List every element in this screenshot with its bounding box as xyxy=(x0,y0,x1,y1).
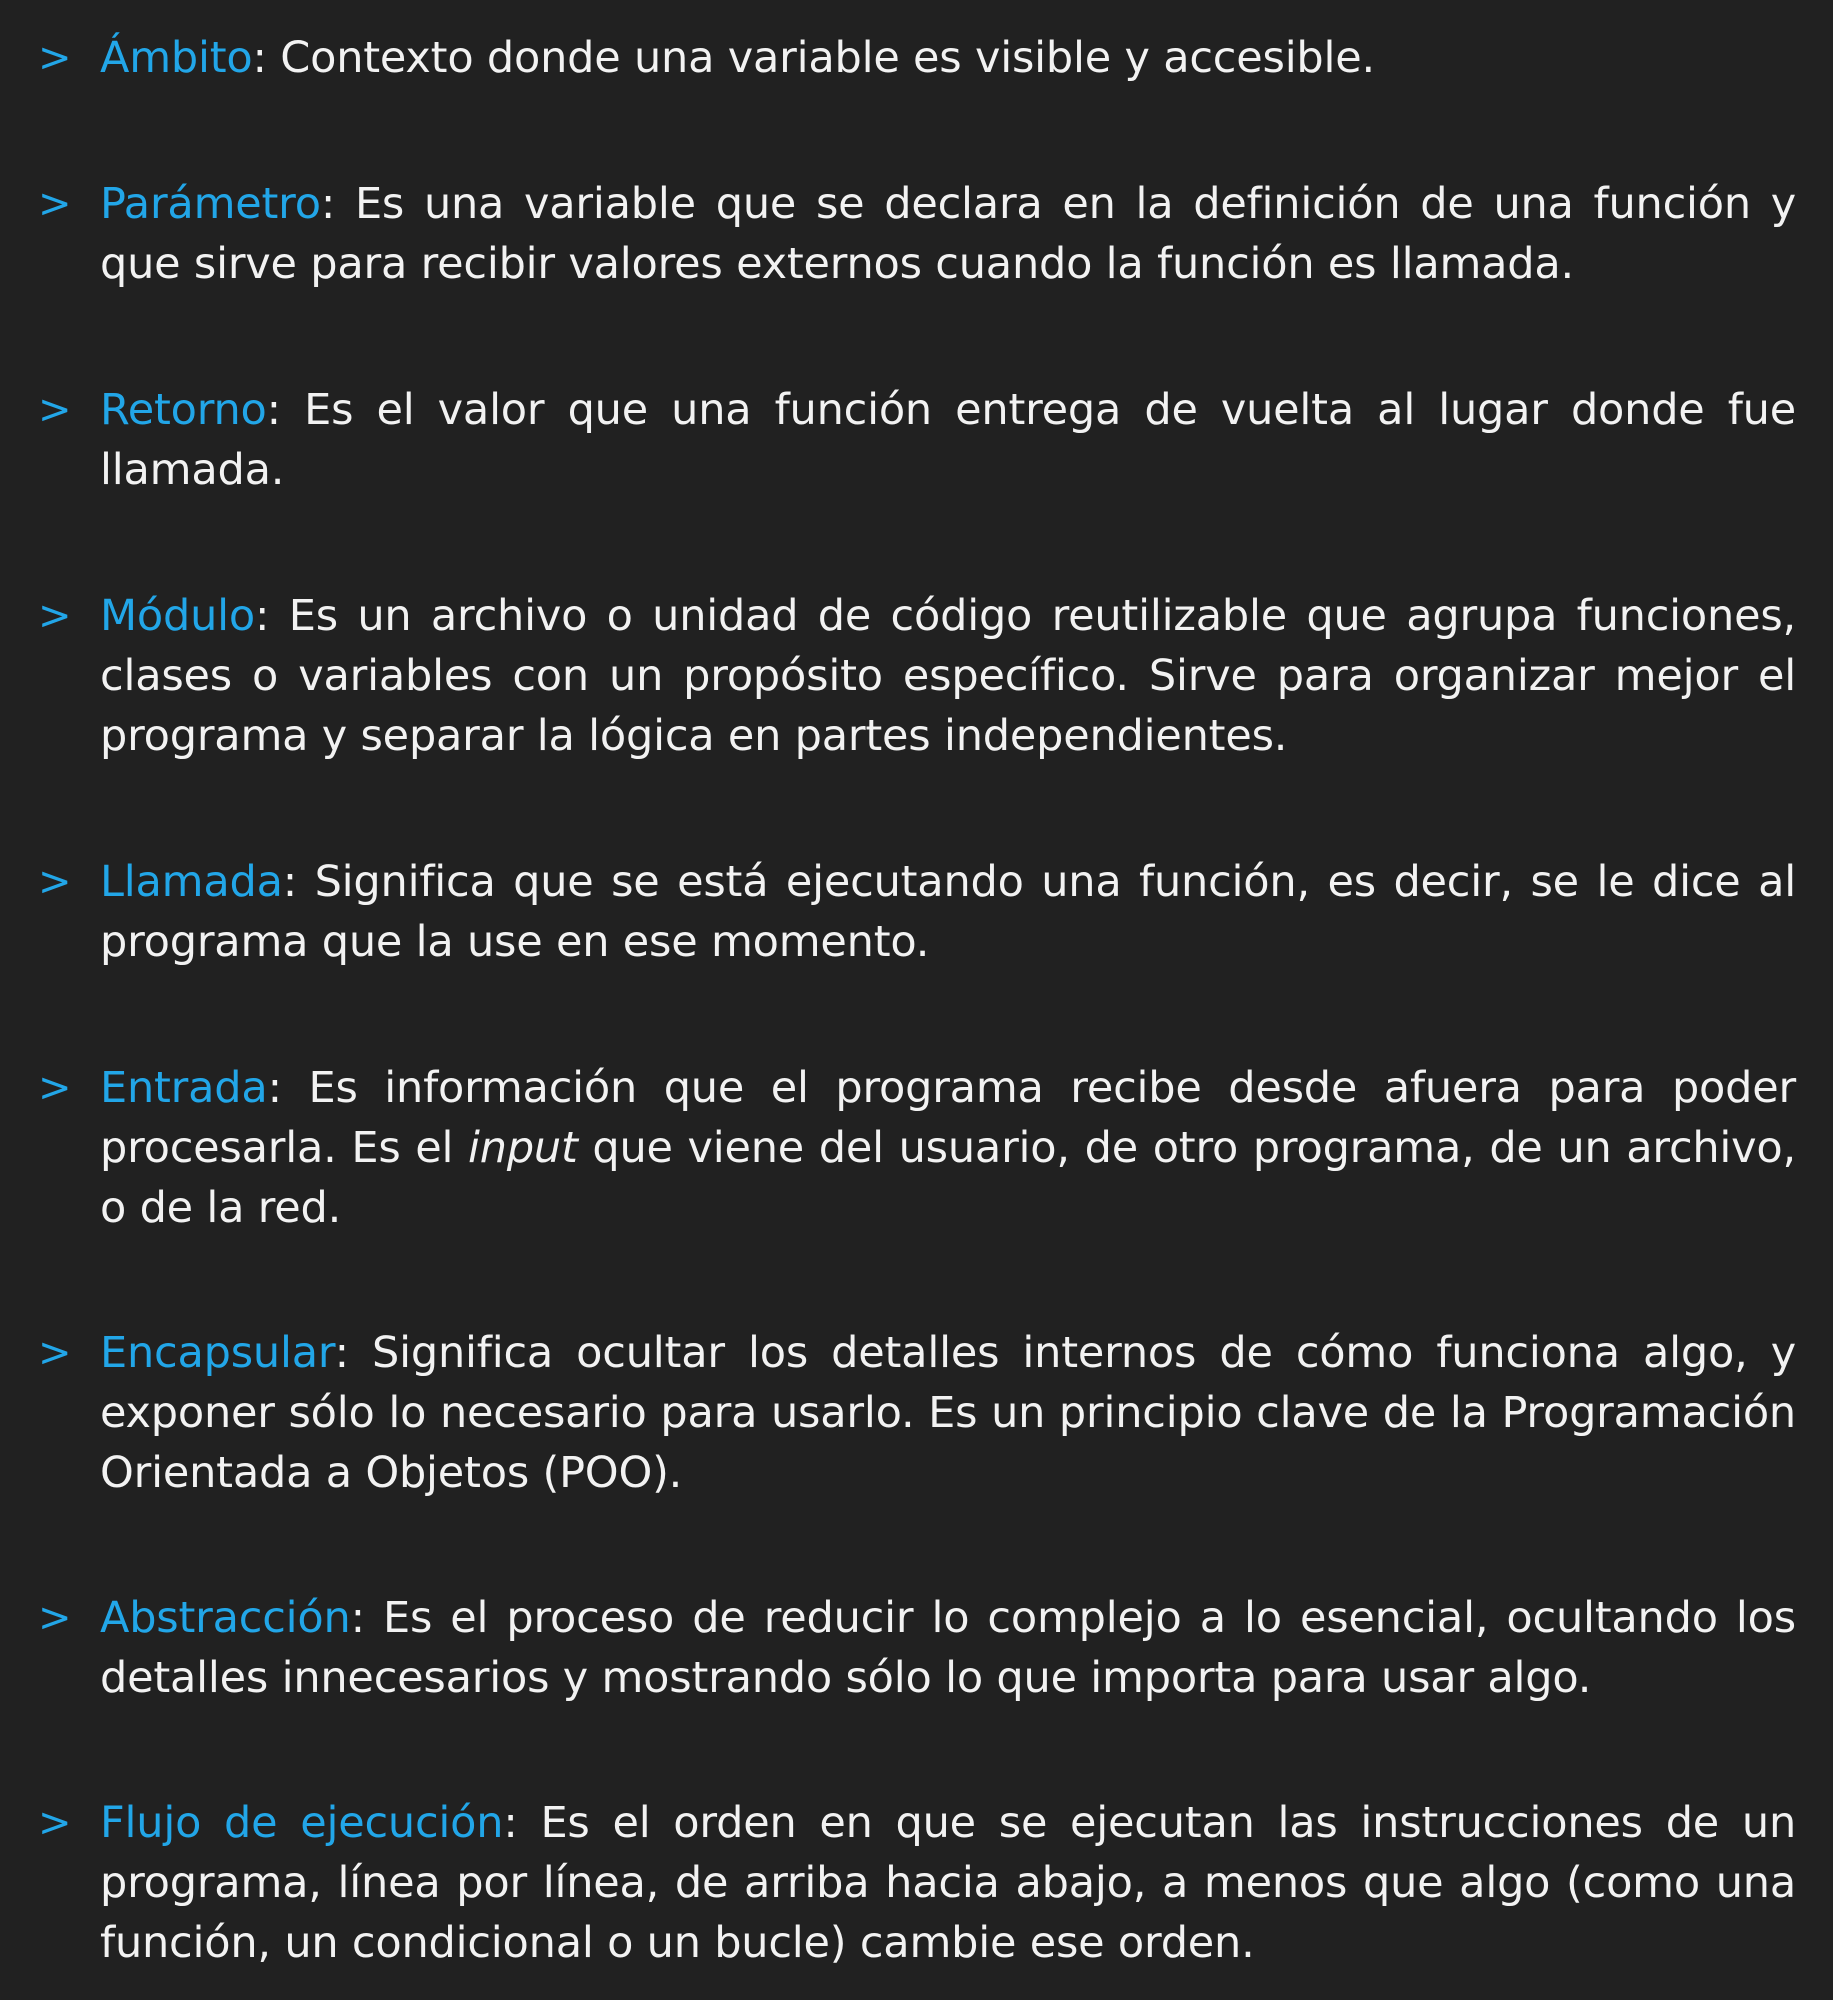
entry-term: Abstracción xyxy=(100,1593,351,1643)
entry-text xyxy=(100,852,1796,972)
bullet-marker: > xyxy=(38,1595,72,1641)
entry-term: Ámbito xyxy=(100,33,253,83)
entry-text xyxy=(100,1588,1796,1708)
entry-text xyxy=(100,380,1796,500)
entry-term: Flujo de ejecución xyxy=(100,1798,504,1848)
entry-term: Parámetro xyxy=(100,179,321,229)
definition-emphasis: input xyxy=(468,1123,578,1173)
entry-separator: : xyxy=(282,857,298,907)
entry-term: Retorno xyxy=(100,385,267,435)
definition-text: Es una variable que se declara en la definición de una función y que sirve para recibir valores externos cuando la función es llamada. xyxy=(100,179,1796,289)
entry-definition xyxy=(100,385,1796,495)
entry-text xyxy=(100,1058,1796,1238)
bullet-marker: > xyxy=(38,859,72,905)
definition-text: Significa que se está ejecutando una función, es decir, se le dice al programa que la use en ese momento. xyxy=(100,857,1796,967)
entry-term: Módulo xyxy=(100,591,256,641)
bullet-marker: > xyxy=(38,1330,72,1376)
entry-term: Encapsular xyxy=(100,1328,335,1378)
entry-text xyxy=(100,1793,1796,1973)
entry-text xyxy=(100,28,1796,88)
entry-separator: : xyxy=(266,385,281,435)
bullet-marker: > xyxy=(38,593,72,639)
entry-separator: : xyxy=(252,33,267,83)
definition-text: Es el valor que una función entrega de vuelta al lugar donde fue llamada. xyxy=(100,385,1796,495)
entry-definition xyxy=(100,1063,1796,1233)
definition-text: Es el orden en que se ejecutan las instrucciones de un programa, línea por línea, de arriba hacia abajo, a menos que algo (como una función, un condicional o un bucle) cambie ese orden. xyxy=(100,1798,1796,1968)
entry-definition xyxy=(100,1328,1796,1498)
entry-text xyxy=(100,1323,1796,1503)
bullet-marker: > xyxy=(38,1800,72,1846)
entry-definition xyxy=(100,591,1796,761)
bullet-marker: > xyxy=(38,35,72,81)
bullet-marker: > xyxy=(38,387,72,433)
entry-term: Llamada xyxy=(100,857,283,907)
entry-separator: : xyxy=(503,1798,518,1848)
entry-separator: : xyxy=(267,1063,282,1113)
entry-definition xyxy=(100,179,1796,289)
definition-text: Es el proceso de reducir lo complejo a lo esencial, ocultando los detalles innecesarios y mostrando sólo lo que importa para usar algo. xyxy=(100,1593,1796,1703)
definition-text: Significa ocultar los detalles internos de cómo funciona algo, y exponer sólo lo necesario para usarlo. Es un principio clave de la Programación Orientada a Objetos (POO). xyxy=(100,1328,1796,1498)
entry-separator: : xyxy=(350,1593,365,1643)
definition-text: Es un archivo o unidad de código reutilizable que agrupa funciones, clases o variables con un propósito específico. Sirve para organizar mejor el programa y separar la lógica en partes independientes. xyxy=(100,591,1796,761)
entry-text xyxy=(100,174,1796,294)
bullet-marker: > xyxy=(38,1065,72,1111)
entry-definition xyxy=(100,857,1796,967)
bullet-marker: > xyxy=(38,181,72,227)
entry-definition xyxy=(267,33,1375,83)
entry-separator: : xyxy=(334,1328,349,1378)
definition-text-after: que viene del usuario, de otro programa, de un archivo, o de la red. xyxy=(100,1123,1797,1233)
entry-separator: : xyxy=(255,591,270,641)
entry-text xyxy=(100,586,1796,766)
entry-separator: : xyxy=(320,179,336,229)
entry-term: Entrada xyxy=(100,1063,268,1113)
definition-text: Contexto donde una variable es visible y accesible. xyxy=(266,33,1376,83)
definition-text: Es información que el programa recibe desde afuera para poder procesarla. Es el xyxy=(100,1063,1796,1173)
